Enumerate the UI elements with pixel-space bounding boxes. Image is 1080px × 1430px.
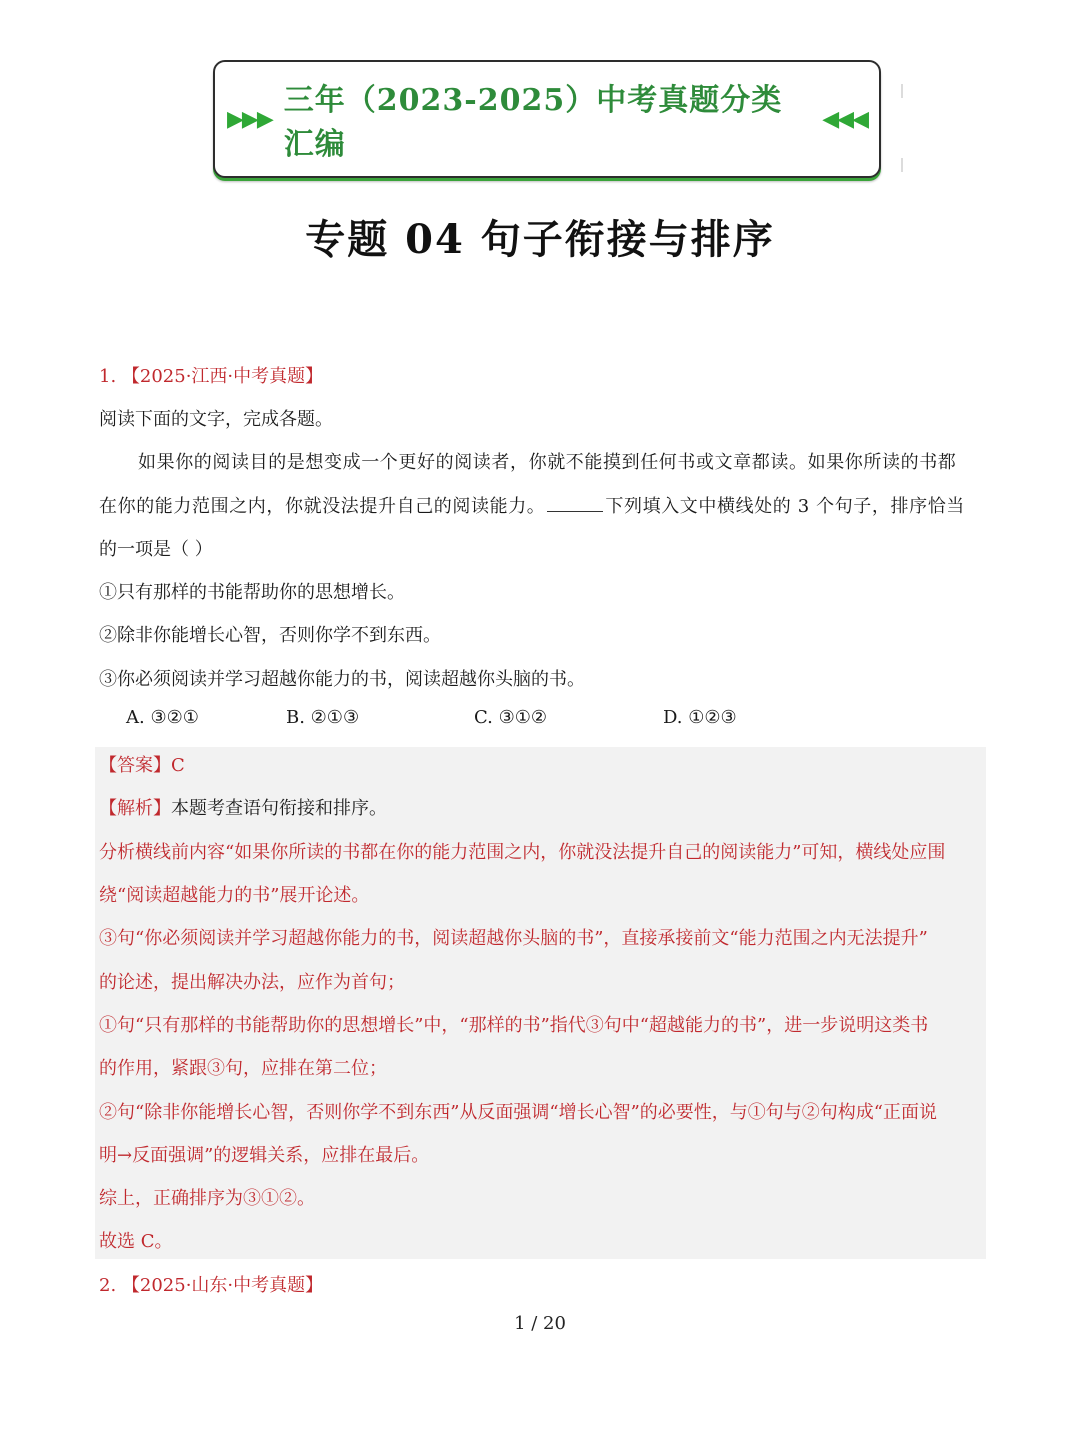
- passage-line: [99, 492, 965, 518]
- analysis-line: [99, 794, 387, 820]
- question-instruction: 阅读下面的文字，完成各题。: [99, 409, 333, 430]
- option-c: C. ③①②: [474, 707, 547, 728]
- right-arrows-icon: ▶▶▶: [227, 106, 272, 132]
- answer-line: 【答案】C: [99, 755, 185, 776]
- analysis-text: 的作用，紧跟③句，应排在第二位；: [99, 1058, 387, 1079]
- page-number: 1 / 20: [514, 1313, 566, 1334]
- analysis-text: ②句“除非你能增长心智，否则你学不到东西”从反面强调“增长心智”的必要性，与①句与②句构成“正面说: [99, 1102, 938, 1123]
- banner-content: [215, 62, 879, 176]
- sentence-item: ②除非你能增长心智，否则你学不到东西。: [99, 625, 441, 646]
- option-a: A. ③②①: [126, 707, 199, 728]
- margin-mark: [901, 84, 903, 98]
- fill-blank: [547, 495, 603, 512]
- analysis-text: 绕“阅读超越能力的书”展开论述。: [99, 885, 370, 906]
- analysis-intro: 本题考查语句衔接和排序。: [171, 798, 387, 819]
- banner-text: 三年（2023-2025）中考真题分类汇编: [283, 83, 783, 162]
- passage-line: 的一项是（ ）: [99, 539, 213, 560]
- sentence-item: ③你必须阅读并学习超越你能力的书，阅读超越你头脑的书。: [99, 669, 585, 690]
- analysis-label: 【解析】: [99, 798, 171, 819]
- analysis-text: 综上，正确排序为③①②。: [99, 1188, 315, 1209]
- answer-section: [95, 747, 986, 1259]
- passage-text: 在你的能力范围之内，你就没法提升自己的阅读能力。: [99, 496, 546, 517]
- question-2-header: 2. 【2025·山东·中考真题】: [99, 1275, 324, 1296]
- analysis-text: 分析横线前内容“如果你所读的书都在你的能力范围之内，你就没法提升自己的阅读能力”可知，横线处应围: [99, 842, 946, 863]
- series-banner: [213, 60, 881, 178]
- left-arrows-icon: ◀◀◀: [822, 106, 867, 132]
- sentence-item: ①只有那样的书能帮助你的思想增长。: [99, 582, 405, 603]
- passage-line: 如果你的阅读目的是想变成一个更好的阅读者，你就不能摸到任何书或文章都读。如果你所读的书都: [138, 452, 957, 473]
- analysis-text: ③句“你必须阅读并学习超越你能力的书，阅读超越你头脑的书”，直接承接前文“能力范围之内无法提升”: [99, 928, 928, 949]
- question-1-header: 1. 【2025·江西·中考真题】: [99, 366, 324, 387]
- margin-mark: [901, 158, 903, 172]
- passage-text: 下列填入文中横线处的 3 个句子，排序恰当: [605, 496, 965, 517]
- option-d: D. ①②③: [663, 707, 737, 728]
- analysis-text: ①句“只有那样的书能帮助你的思想增长”中，“那样的书”指代③句中“超越能力的书”，进一步说明这类书: [99, 1015, 929, 1036]
- analysis-text: 明→反面强调”的逻辑关系，应排在最后。: [99, 1145, 430, 1166]
- analysis-text: 故选 C。: [99, 1231, 173, 1252]
- page-title: 专题 04 句子衔接与排序: [305, 216, 775, 263]
- option-b: B. ②①③: [286, 707, 360, 728]
- analysis-text: 的论述，提出解决办法，应作为首句；: [99, 972, 405, 993]
